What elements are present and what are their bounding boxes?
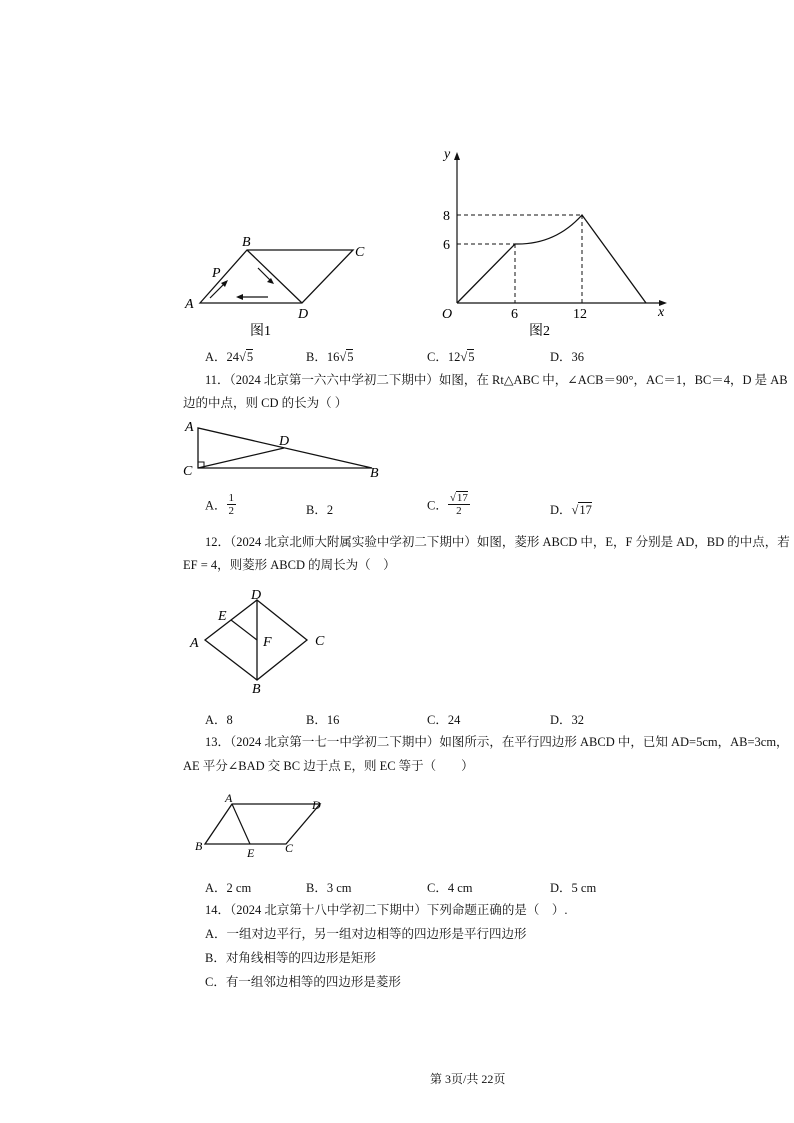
q14-question-line1: 14．（2024 北京第十八中学初二下期中）下列命题正确的是（ ）.: [205, 903, 568, 917]
fig1-label-C: C: [355, 245, 365, 260]
q11-option-d: D．√17: [550, 503, 592, 517]
q13-option-a: A．2 cm: [205, 881, 252, 895]
q11-fig-D: D: [279, 434, 290, 449]
q12-question-line1: 12．（2024 北京北师大附属实验中学初二下期中）如图，菱形 ABCD 中，E，F 分别是 AD，BD 的中点，若: [205, 535, 790, 549]
q12-option-d: D．32: [550, 713, 585, 727]
q13-option-d: D．5 cm: [550, 881, 597, 895]
q12-fig-B: B: [252, 682, 261, 695]
q11-question-line2: 边的中点，则 CD 的长为（ ）: [183, 396, 348, 410]
q10-option-c: C．12√5: [427, 350, 475, 364]
q13-fig-C: C: [285, 841, 294, 855]
q11-option-c: C． $\frac{√17}{2}$: [427, 492, 468, 517]
q13-question-line2: AE 平分∠BAD 交 BC 边于点 E，则 EC 等于（ ）: [183, 759, 474, 773]
q14-option-a: A．一组对边平行，另一组对边相等的四边形是平行四边形: [205, 927, 527, 941]
q10-figure-1: [180, 230, 380, 342]
q13-fig-A: A: [225, 791, 233, 805]
fig2-tick-x12: 12: [573, 307, 587, 322]
fig2-label-O: O: [442, 307, 453, 322]
q13-question-line1: 13．（2024 北京第一七一中学初二下期中）如图所示，在平行四边形 ABCD 中，已知 AD=5cm，AB=3cm，: [205, 735, 789, 749]
q11-fig-A: A: [185, 420, 194, 435]
fig2-tick-6: 6: [443, 238, 450, 253]
q12-fig-C: C: [315, 634, 325, 649]
q11-fig-C: C: [183, 464, 193, 479]
q12-figure: [185, 585, 335, 695]
q12-fig-F: F: [263, 635, 272, 650]
q13-option-c: C．4 cm: [427, 881, 473, 895]
q13-option-b: B．3 cm: [306, 881, 352, 895]
q13-figure: [190, 790, 335, 860]
q10-option-d: D．36: [550, 350, 585, 364]
q12-option-c: C．24: [427, 713, 461, 727]
fig2-tick-8: 8: [443, 209, 450, 224]
q11-question-line1: 11．（2024 北京第一六六中学初二下期中）如图，在 Rt△ABC 中，∠ACB＝90°，AC＝1，BC＝4，D 是 AB: [205, 373, 788, 387]
fig1-label-B: B: [242, 235, 251, 250]
fig1-label-D: D: [298, 307, 309, 322]
fig1-label-A: A: [185, 297, 194, 312]
q13-fig-B: B: [195, 839, 203, 853]
fig1-label-P: P: [212, 266, 221, 281]
fig2-label-y: y: [444, 147, 451, 162]
q11-figure: [180, 415, 390, 480]
q11-option-a: A． $\frac{1}{2}$: [205, 492, 235, 517]
fig2-tick-x6: 6: [511, 307, 518, 322]
q12-option-b: B．16: [306, 713, 340, 727]
q14-option-b: B．对角线相等的四边形是矩形: [205, 951, 376, 965]
q11-option-b: B．2: [306, 503, 334, 517]
fig1-caption: 图1: [250, 324, 271, 339]
q12-option-a: A．8: [205, 713, 233, 727]
q12-fig-E: E: [218, 609, 227, 624]
q10-figure-2: [425, 140, 675, 345]
page-footer: 第 3页/共 22页: [430, 1072, 506, 1086]
q13-fig-E: E: [247, 846, 255, 860]
fig2-label-x: x: [658, 305, 665, 320]
q13-fig-D: D: [312, 798, 321, 812]
fig2-caption: 图2: [529, 324, 550, 339]
q14-option-c: C．有一组邻边相等的四边形是菱形: [205, 975, 401, 989]
q12-question-line2: EF = 4，则菱形 ABCD 的周长为（ ）: [183, 558, 396, 572]
q10-option-a: A．24√5: [205, 350, 254, 364]
q11-fig-B: B: [370, 466, 379, 480]
q10-option-b: B．16√5: [306, 350, 354, 364]
q12-fig-A: A: [190, 636, 199, 651]
q12-fig-D: D: [251, 588, 262, 603]
